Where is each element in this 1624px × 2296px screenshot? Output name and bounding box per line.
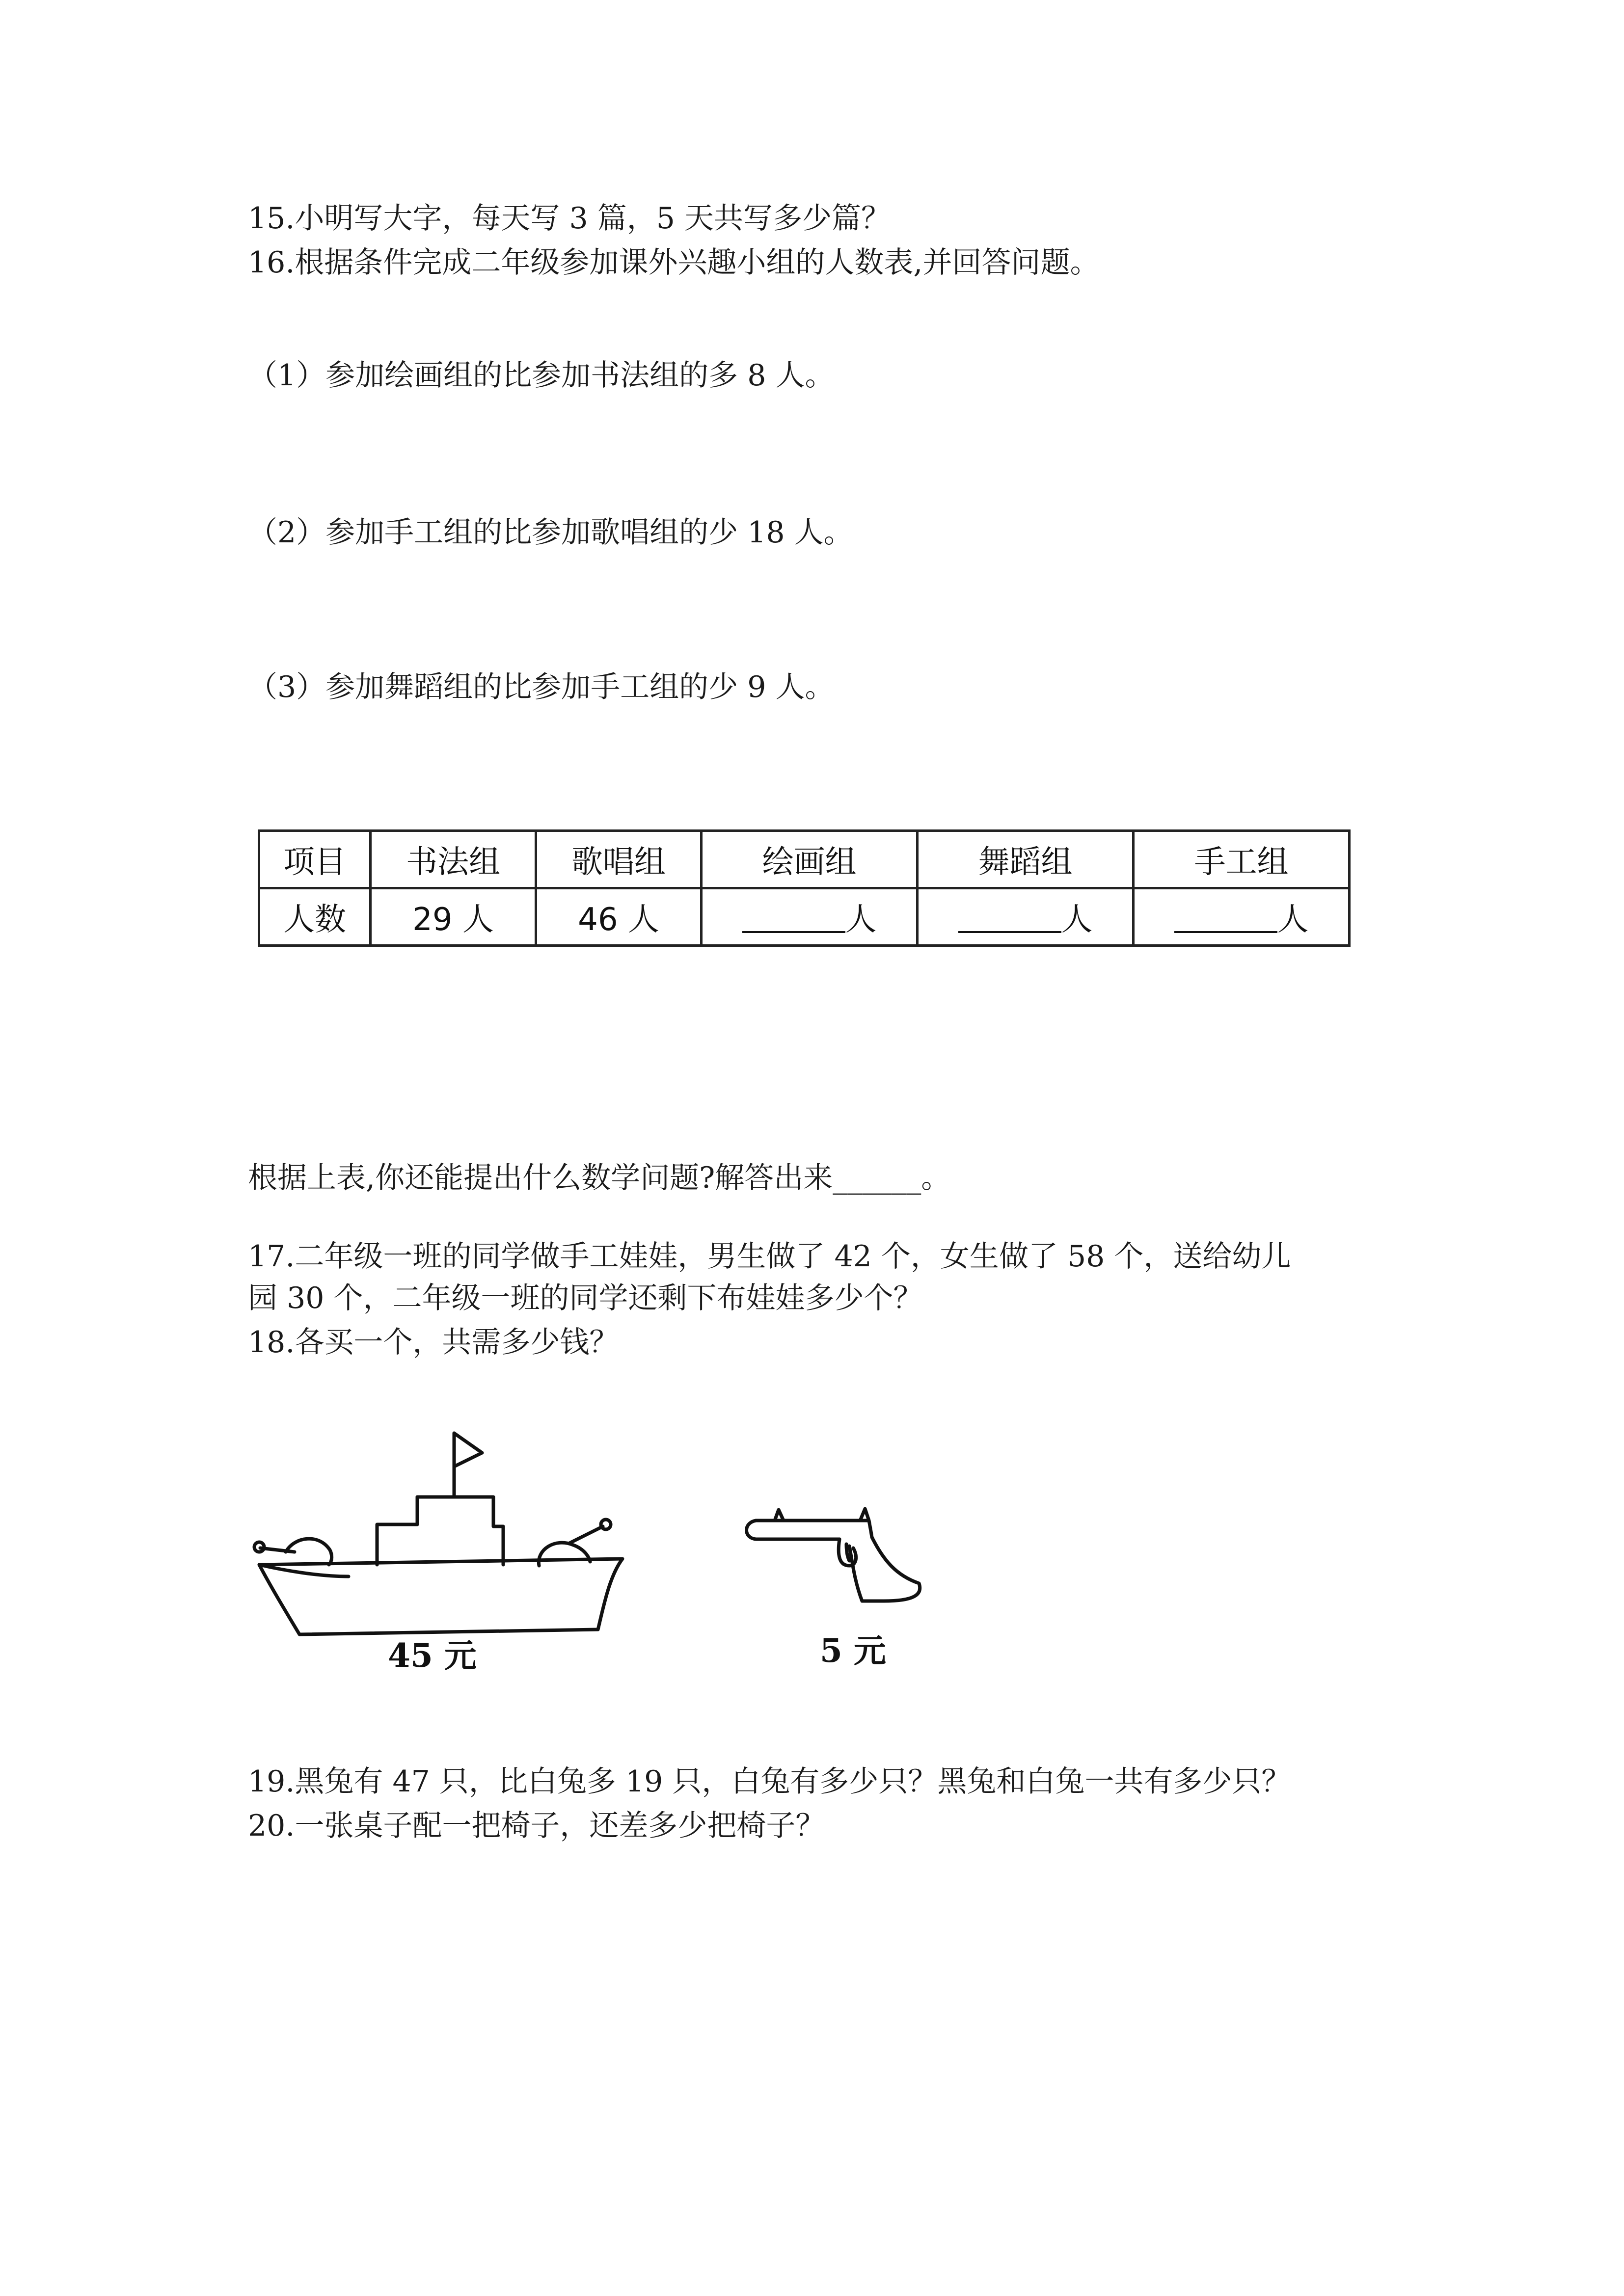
answer-blank[interactable] (742, 902, 845, 933)
question-17-line-1: 17.二年级一班的同学做手工娃娃，男生做了 42 个，女生做了 58 个，送给幼儿 (248, 1239, 1291, 1274)
question-17-line-2: 园 30 个，二年级一班的同学还剩下布娃娃多少个？ (248, 1281, 923, 1315)
question-18: 18.各买一个，共需多少钱？ (248, 1325, 619, 1360)
unit-label: 人 (1061, 902, 1093, 938)
header-cell: 歌唱组 (536, 831, 702, 888)
question-16-condition-3: （3）参加舞蹈组的比参加手工组的少 9 人。 (248, 670, 835, 704)
question-16: 16.根据条件完成二年级参加课外兴趣小组的人数表,并回答问题。 (248, 245, 1100, 280)
ship-icon (245, 1423, 638, 1649)
blank-cell[interactable] (702, 888, 918, 946)
answer-blank[interactable] (1174, 902, 1277, 933)
question-16-followup: 根据上表,你还能提出什么数学问题?解答出来______。 (248, 1161, 951, 1195)
gun-price: 5 元 (820, 1631, 886, 1670)
header-cell: 手工组 (1134, 831, 1350, 888)
unit-label: 人 (845, 902, 877, 938)
value-cell: 29 人 (371, 888, 536, 946)
table-row (259, 888, 1350, 946)
ship-price: 45 元 (388, 1636, 477, 1675)
value-cell: 46 人 (536, 888, 702, 946)
question-19: 19.黑兔有 47 只，比白兔多 19 只，白兔有多少只？黑兔和白兔一共有多少只？ (248, 1764, 1291, 1799)
header-cell: 舞蹈组 (918, 831, 1134, 888)
header-cell: 书法组 (371, 831, 536, 888)
answer-blank[interactable] (958, 902, 1061, 933)
header-cell: 项目 (259, 831, 371, 888)
blank-cell[interactable] (1134, 888, 1350, 946)
header-cell: 绘画组 (702, 831, 918, 888)
gun-icon (736, 1497, 933, 1615)
question-15: 15.小明写大字，每天写 3 篇，5 天共写多少篇？ (248, 201, 891, 236)
unit-label: 人 (1277, 902, 1309, 938)
blank-cell[interactable] (918, 888, 1134, 946)
table-header-row (259, 831, 1350, 888)
question-16-condition-1: （1）参加绘画组的比参加书法组的多 8 人。 (248, 358, 835, 393)
question-16-condition-2: （2）参加手工组的比参加歌唱组的少 18 人。 (248, 515, 853, 550)
interest-group-table (258, 829, 1351, 947)
row-label: 人数 (259, 888, 371, 946)
question-20: 20.一张桌子配一把椅子，还差多少把椅子？ (248, 1809, 825, 1843)
